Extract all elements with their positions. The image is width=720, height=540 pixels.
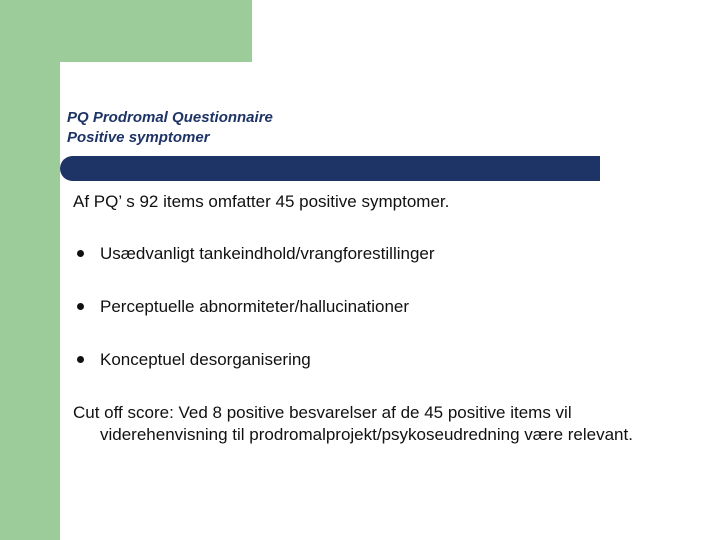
top-accent-band [0, 0, 252, 62]
list-item-text: Konceptuel desorganisering [100, 350, 311, 369]
slide-title-line2: Positive symptomer [67, 129, 210, 146]
bullet-icon [77, 303, 84, 310]
left-accent-band [0, 0, 60, 540]
title-underline-bar [60, 156, 600, 181]
bullet-icon [77, 250, 84, 257]
accent-corner-curve [60, 62, 100, 102]
intro-text: Af PQ’ s 92 items omfatter 45 positive symptomer. [73, 192, 450, 211]
bullet-icon [77, 356, 84, 363]
slide-title-line1: PQ Prodromal Questionnaire [67, 109, 273, 126]
cutoff-score-text: Cut off score: Ved 8 positive besvarelser af de 45 positive items vil viderehenvisning til prodromalprojekt/psykoseudredning være relevant. [73, 403, 633, 444]
list-item-text: Usædvanligt tankeindhold/vrangforestillinger [100, 244, 435, 263]
list-item-text: Perceptuelle abnormiteter/hallucinationer [100, 297, 410, 316]
slide-title [67, 108, 567, 148]
